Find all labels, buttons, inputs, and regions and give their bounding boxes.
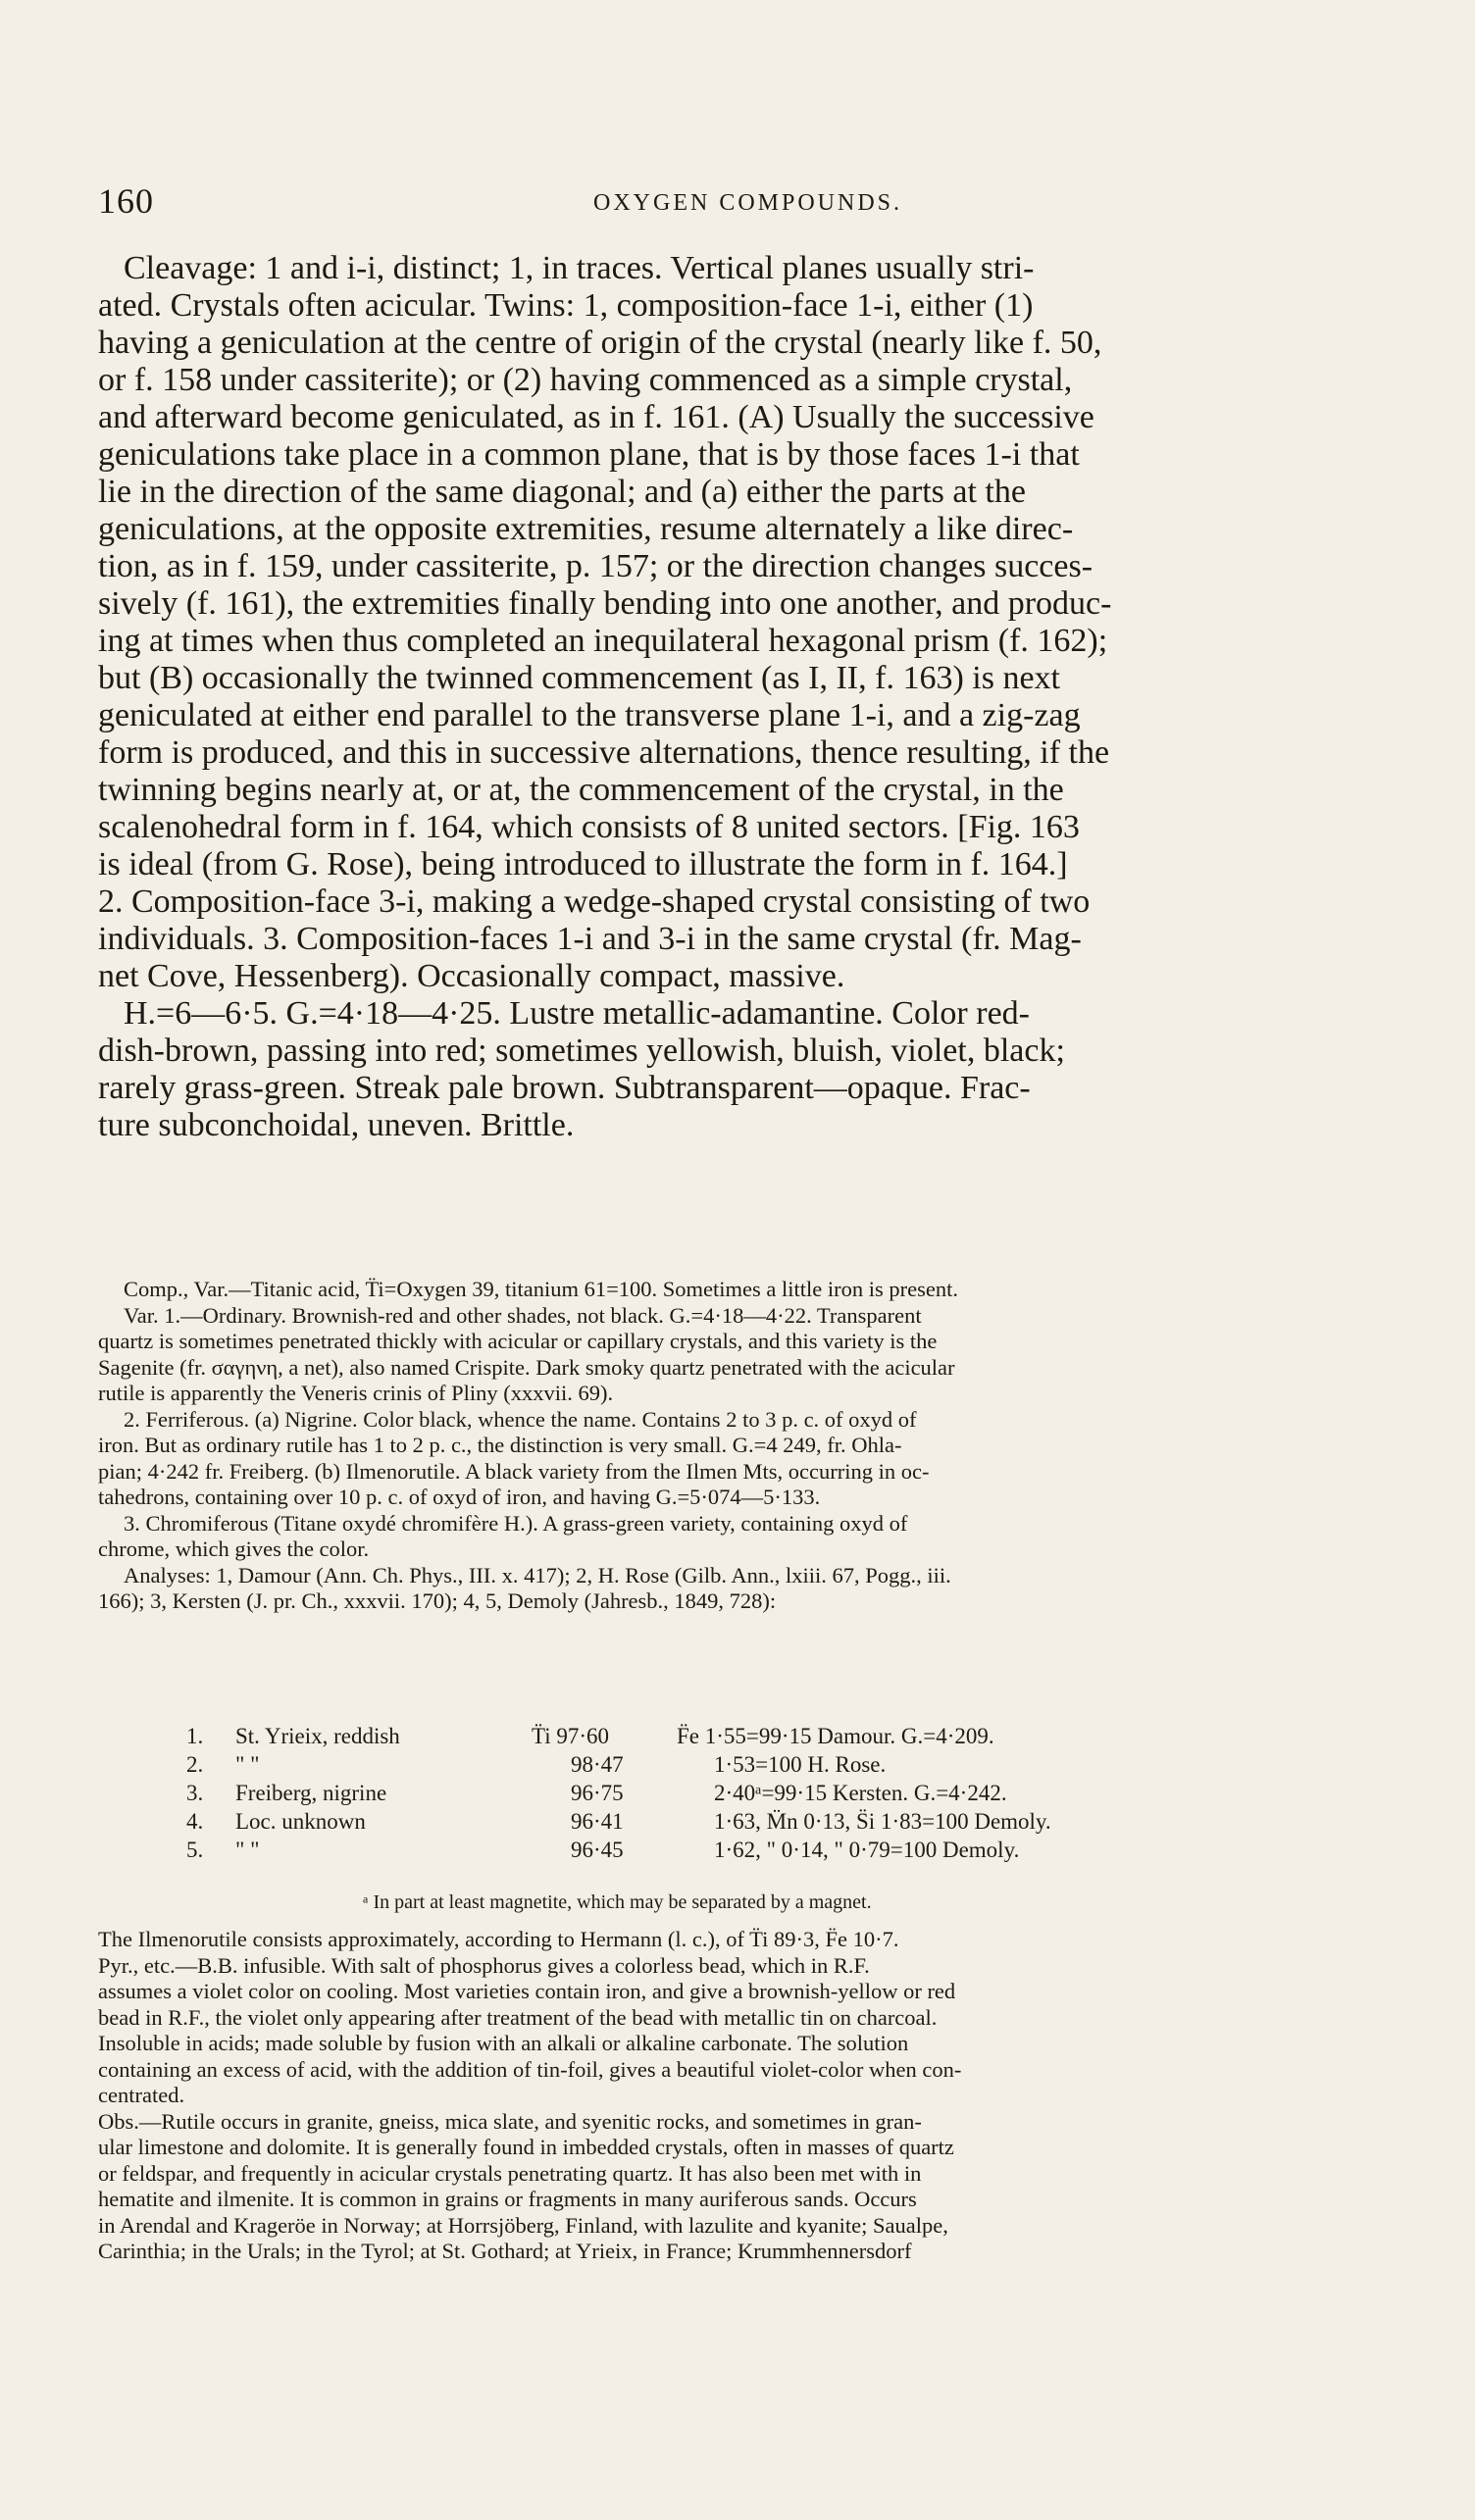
text-line: form is produced, and this in successive alternations, thence resulting, if the (98, 734, 1110, 771)
text-line: pian; 4·242 fr. Freiberg. (b) Ilmenorutile. A black variety from the Ilmen Mts, occurring in oc- (98, 1458, 930, 1484)
text-line: 166); 3, Kersten (J. pr. Ch., xxxvii. 170); 4, 5, Demoly (Jahresb., 1849, 728): (98, 1588, 777, 1613)
row-remainder: F̈e 1·55=99·15 Damour. G.=4·209. (677, 1724, 994, 1748)
text-line: Analyses: 1, Damour (Ann. Ch. Phys., III. x. 417); 2, H. Rose (Gilb. Ann., lxiii. 67, Pogg., iii. (124, 1562, 951, 1588)
page-number: 160 (98, 181, 154, 221)
table-row (186, 1809, 1314, 1838)
text-line: Cleavage: 1 and i-i, distinct; 1, in traces. Vertical planes usually stri- (124, 250, 1035, 286)
text-line: quartz is sometimes penetrated thickly with acicular or capillary crystals, and this variety is the (98, 1329, 938, 1353)
text-line: and afterward become geniculated, as in f. 161. (A) Usually the successive (98, 399, 1094, 435)
row-remainder: 1·53=100 H. Rose. (714, 1752, 887, 1777)
text-line: ated. Crystals often acicular. Twins: 1, composition-face 1-i, either (1) (98, 287, 1034, 324)
text-line: tahedrons, containing over 10 p. c. of oxyd of iron, and having G.=5·074—5·133. (98, 1485, 821, 1509)
text-line: iron. But as ordinary rutile has 1 to 2 p. c., the distinction is very small. G.=4 249, fr. Ohla- (98, 1433, 902, 1457)
text-line: Insoluble in acids; made soluble by fusion with an alkali or alkaline carbonate. The solution (98, 2031, 909, 2055)
text-line: chrome, which gives the color. (98, 1537, 370, 1561)
text-line: having a geniculation at the centre of origin of the crystal (nearly like f. 50, (98, 325, 1102, 361)
text-line: Pyr., etc.—B.B. infusible. With salt of phosphorus gives a colorless bead, which in R.F. (98, 1952, 870, 1978)
text-line: geniculations take place in a common plane, that is by those faces 1-i that (98, 436, 1080, 473)
row-titanic-acid: 96·75 (571, 1781, 624, 1805)
text-line: ing at times when thus completed an inequilateral hexagonal prism (f. 162); (98, 623, 1108, 659)
text-line: containing an excess of acid, with the addition of tin-foil, gives a beautiful violet-color when con- (98, 2056, 962, 2082)
text-line: but (B) occasionally the twinned commencement (as I, II, f. 163) is next (98, 660, 1060, 696)
text-line: tion, as in f. 159, under cassiterite, p. 157; or the direction changes succes- (98, 548, 1094, 584)
text-line: H.=6—6·5. G.=4·18—4·25. Lustre metallic-adamantine. Color red- (124, 995, 1030, 1032)
text-line: Var. 1.—Ordinary. Brownish-red and other shades, not black. G.=4·18—4·22. Transparent (124, 1302, 922, 1328)
text-line: ture subconchoidal, uneven. Brittle. (98, 1107, 575, 1143)
text-line: hematite and ilmenite. It is common in grains or fragments in many auriferous sands. Occurs (98, 2187, 917, 2211)
text-line: assumes a violet color on cooling. Most varieties contain iron, and give a brownish-yellow or red (98, 1979, 956, 2003)
row-remainder: 1·62, " 0·14, " 0·79=100 Demoly. (714, 1838, 1020, 1862)
text-line: net Cove, Hessenberg). Occasionally compact, massive. (98, 958, 845, 994)
row-remainder: 2·40ᵃ=99·15 Kersten. G.=4·242. (714, 1781, 1007, 1805)
row-remainder: 1·63, M̈n 0·13, S̈i 1·83=100 Demoly. (714, 1809, 1051, 1834)
row-titanic-acid: 98·47 (571, 1752, 624, 1777)
row-number: 1. (186, 1724, 204, 1748)
text-line: or f. 158 under cassiterite); or (2) having commenced as a simple crystal, (98, 362, 1073, 398)
text-line: individuals. 3. Composition-faces 1-i and 3-i in the same crystal (fr. Mag- (98, 921, 1082, 957)
table-row (186, 1781, 1314, 1809)
row-titanic-acid: 96·41 (571, 1809, 624, 1834)
running-title: OXYGEN COMPOUNDS. (593, 190, 903, 216)
table-row (186, 1724, 1314, 1752)
row-titanic-acid: T̈i 97·60 (532, 1724, 610, 1748)
text-line: 2. Composition-face 3-i, making a wedge-shaped crystal consisting of two (98, 883, 1091, 920)
text-line: Obs.—Rutile occurs in granite, gneiss, mica slate, and syenitic rocks, and sometimes in gran- (98, 2108, 922, 2134)
table-footnote: ᵃ In part at least magnetite, which may be separated by a magnet. (363, 1891, 872, 1913)
page-header (98, 180, 1383, 220)
text-line: or feldspar, and frequently in acicular crystals penetrating quartz. It has also been met with in (98, 2160, 922, 2186)
row-locality: Loc. unknown (235, 1809, 366, 1834)
row-locality: " " (235, 1752, 260, 1777)
text-line: is ideal (from G. Rose), being introduced to illustrate the form in f. 164.] (98, 846, 1068, 882)
row-number: 4. (186, 1809, 204, 1834)
text-line: 3. Chromiferous (Titane oxydé chromifère H.). A grass-green variety, containing oxyd of (124, 1510, 908, 1536)
table-row (186, 1752, 1314, 1781)
row-locality: St. Yrieix, reddish (235, 1724, 400, 1748)
text-line: twinning begins nearly at, or at, the commencement of the crystal, in the (98, 772, 1064, 808)
row-number: 5. (186, 1838, 204, 1862)
text-line: dish-brown, passing into red; sometimes yellowish, bluish, violet, black; (98, 1033, 1065, 1069)
text-line: 2. Ferriferous. (a) Nigrine. Color black, whence the name. Contains 2 to 3 p. c. of oxyd of (124, 1406, 917, 1432)
text-line: Comp., Var.—Titanic acid, T̈i=Oxygen 39, titanium 61=100. Sometimes a little iron is present. (124, 1277, 958, 1301)
row-number: 2. (186, 1752, 204, 1777)
text-line: centrated. (98, 2083, 185, 2107)
row-locality: " " (235, 1838, 260, 1862)
row-number: 3. (186, 1781, 204, 1805)
text-line: The Ilmenorutile consists approximately, according to Hermann (l. c.), of T̈i 89·3, F̈e 10·7. (98, 1927, 899, 1951)
text-line: rutile is apparently the Veneris crinis of Pliny (xxxvii. 69). (98, 1381, 614, 1405)
text-line: geniculated at either end parallel to the transverse plane 1-i, and a zig-zag (98, 697, 1081, 733)
text-line: geniculations, at the opposite extremities, resume alternately a like direc- (98, 511, 1074, 547)
text-line: in Arendal and Krageröe in Norway; at Horrsjöberg, Finland, with lazulite and kyanite; Saualpe, (98, 2212, 948, 2238)
text-line: ular limestone and dolomite. It is generally found in imbedded crystals, often in masses of quartz (98, 2135, 954, 2159)
row-titanic-acid: 96·45 (571, 1838, 624, 1862)
lower-section (98, 1927, 1383, 2265)
text-line: rarely grass-green. Streak pale brown. Subtransparent—opaque. Frac- (98, 1070, 1031, 1106)
analyses-table (186, 1724, 1314, 1866)
text-line: Sagenite (fr. σαγηνη, a net), also named Crispite. Dark smoky quartz penetrated with the acicular (98, 1354, 955, 1380)
text-line: lie in the direction of the same diagonal; and (a) either the parts at the (98, 474, 1026, 510)
composition-section (98, 1277, 1383, 1615)
text-line: bead in R.F., the violet only appearing after treatment of the bead with metallic tin on charcoal. (98, 2004, 938, 2030)
text-line: Carinthia; in the Urals; in the Tyrol; at St. Gothard; at Yrieix, in France; Krummhennersdorf (98, 2239, 912, 2263)
text-line: scalenohedral form in f. 164, which consists of 8 united sectors. [Fig. 163 (98, 809, 1080, 845)
main-paragraphs (98, 250, 1383, 1144)
text-line: sively (f. 161), the extremities finally bending into one another, and produc- (98, 585, 1112, 622)
row-locality: Freiberg, nigrine (235, 1781, 387, 1805)
table-row (186, 1838, 1314, 1866)
